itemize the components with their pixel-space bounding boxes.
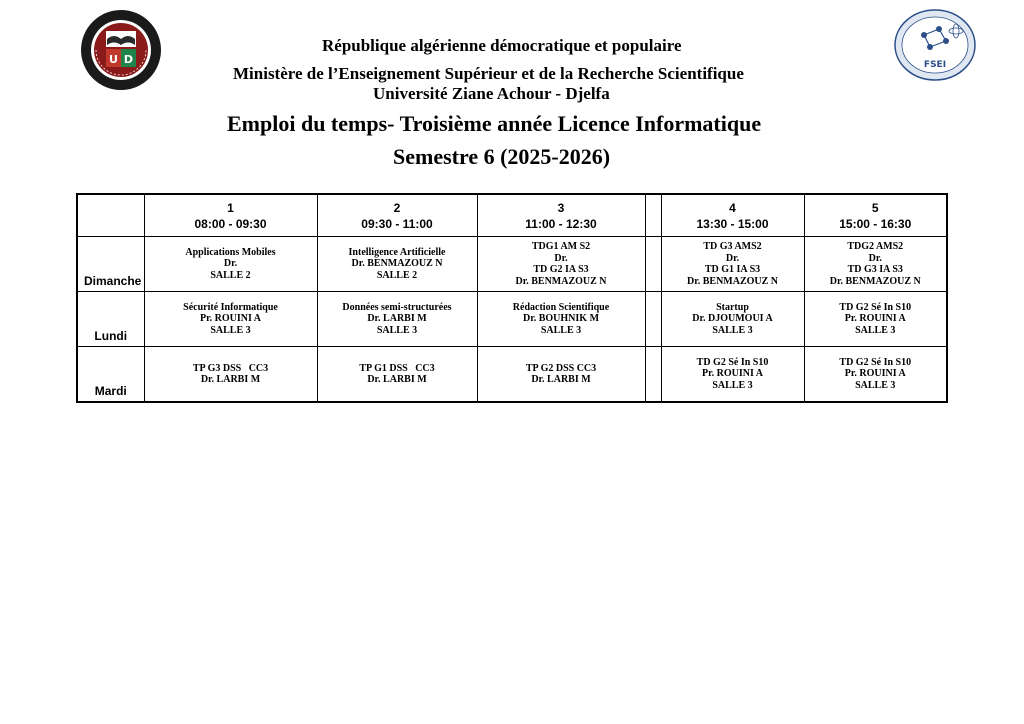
session-cell: Rédaction Scientifique Dr. BOUHNIK M SALLE 3 (477, 292, 645, 347)
svg-text:U: U (109, 53, 118, 66)
session-cell: TP G3 DSS CC3 Dr. LARBI M (144, 347, 317, 403)
header-republic: République algérienne démocratique et populaire (322, 36, 682, 55)
header-university: Université Ziane Achour - Djelfa (373, 84, 610, 103)
session-cell: TDG2 AMS2 Dr. TD G3 IA S3 Dr. BENMAZOUZ N (804, 237, 947, 292)
session-cell: Intelligence Artificielle Dr. BENMAZOUZ N SALLE 2 (317, 237, 477, 292)
lunch-gap (645, 347, 661, 403)
session-cell: TDG1 AM S2 Dr. TD G2 IA S3 Dr. BENMAZOUZ N (477, 237, 645, 292)
table-row (77, 237, 947, 292)
session-cell: Sécurité Informatique Pr. ROUINI A SALLE 3 (144, 292, 317, 347)
day-label: Lundi (77, 292, 144, 347)
session-cell: TD G2 Sé In S10 Pr. ROUINI A SALLE 3 (804, 347, 947, 403)
table-row (77, 292, 947, 347)
slot-header: 4 13:30 - 15:00 (661, 194, 804, 237)
page-title: Emploi du temps- Troisième année Licence Informatique (227, 111, 762, 136)
semester-title: Semestre 6 (2025-2026) (393, 144, 611, 169)
session-cell: Applications Mobiles Dr. SALLE 2 (144, 237, 317, 292)
lunch-gap (645, 237, 661, 292)
slot-header: 3 11:00 - 12:30 (477, 194, 645, 237)
header-row (77, 194, 947, 237)
session-cell: Données semi-structurées Dr. LARBI M SALLE 3 (317, 292, 477, 347)
university-logo (80, 9, 162, 91)
svg-text:FSEI: FSEI (923, 60, 947, 70)
corner-cell (77, 194, 144, 237)
slot-header: 5 15:00 - 16:30 (804, 194, 947, 237)
session-cell: TP G2 DSS CC3 Dr. LARBI M (477, 347, 645, 403)
timetable (76, 193, 948, 403)
slot-header: 2 09:30 - 11:00 (317, 194, 477, 237)
day-label: Dimanche (77, 237, 144, 292)
lunch-gap (645, 292, 661, 347)
faculty-logo (894, 9, 976, 81)
session-cell: TD G2 Sé In S10 Pr. ROUINI A SALLE 3 (804, 292, 947, 347)
session-cell: TD G2 Sé In S10 Pr. ROUINI A SALLE 3 (661, 347, 804, 403)
table-row (77, 347, 947, 403)
lunch-gap (645, 194, 661, 237)
session-cell: TD G3 AMS2 Dr. TD G1 IA S3 Dr. BENMAZOUZ N (661, 237, 804, 292)
day-label: Mardi (77, 347, 144, 403)
session-cell: TP G1 DSS CC3 Dr. LARBI M (317, 347, 477, 403)
svg-text:D: D (123, 53, 134, 66)
session-cell: Startup Dr. DJOUMOUI A SALLE 3 (661, 292, 804, 347)
slot-header: 1 08:00 - 09:30 (144, 194, 317, 237)
header-ministry: Ministère de l’Enseignement Supérieur et de la Recherche Scientifique (233, 64, 744, 83)
